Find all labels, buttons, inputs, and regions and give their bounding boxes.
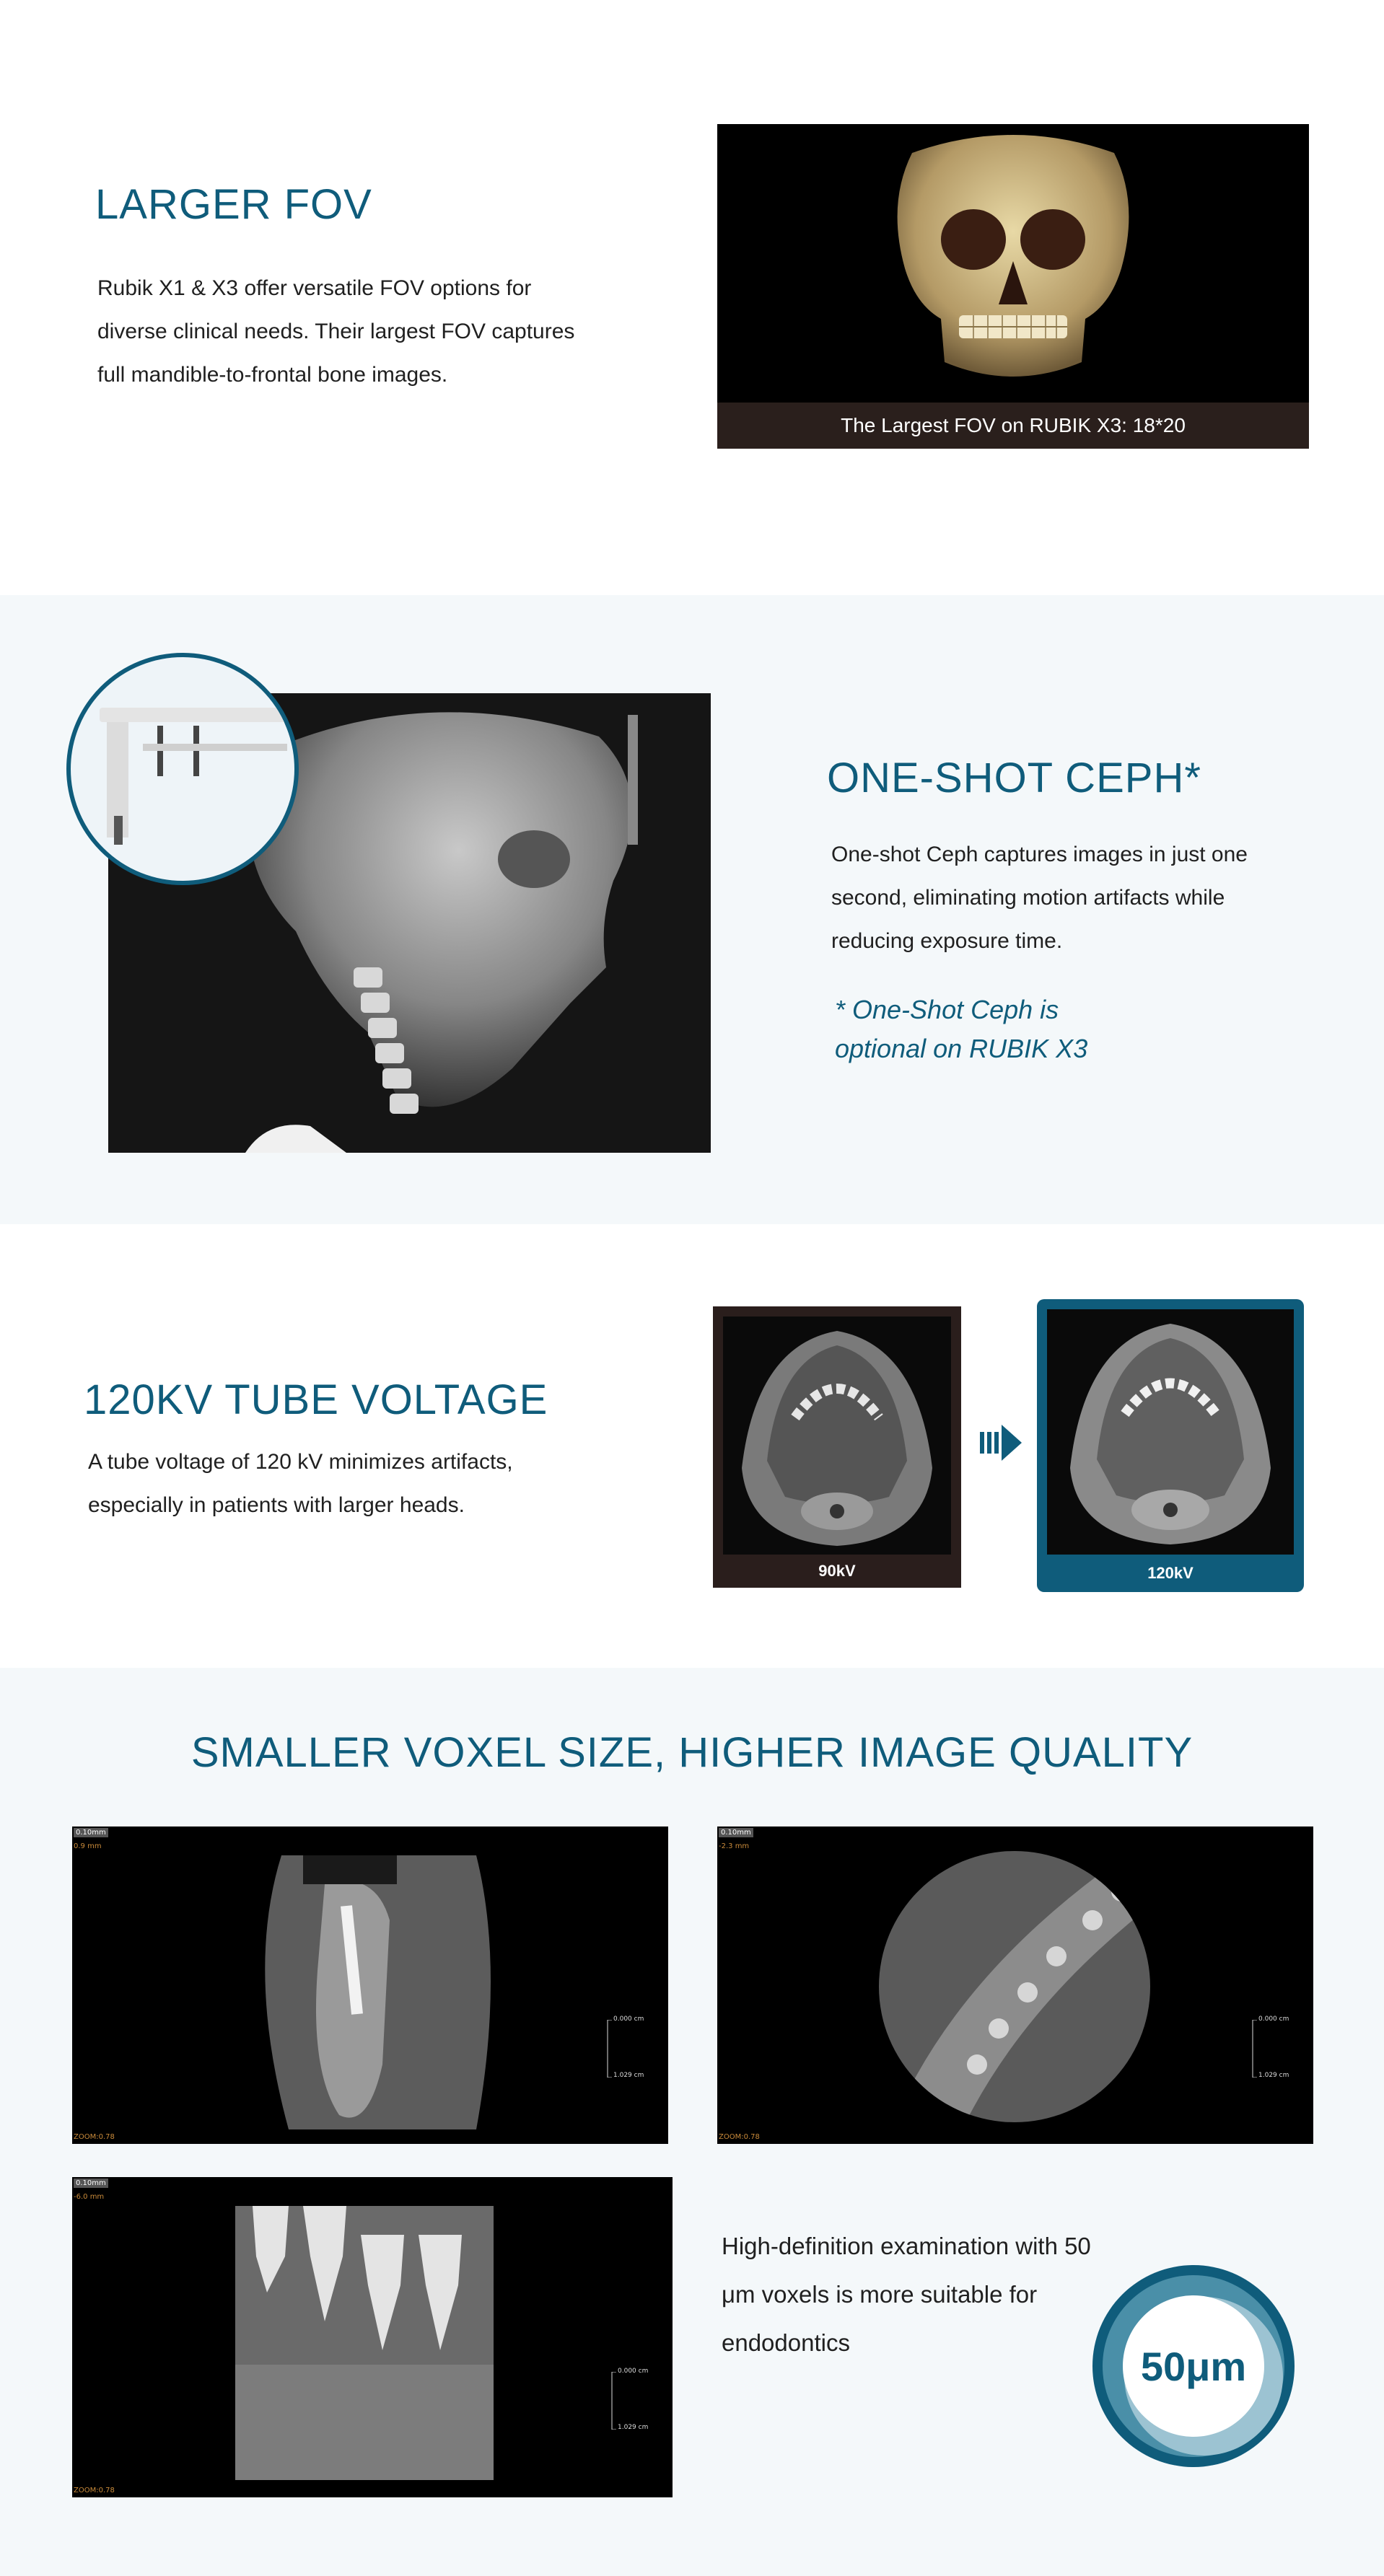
scale-ruler [610, 2368, 654, 2431]
label-90kv: 90kV [818, 1562, 856, 1580]
label-120kv: 120kV [1147, 1564, 1194, 1582]
ceph-device-icon [71, 657, 294, 881]
ruler-icon [1251, 2020, 1258, 2078]
ct-image-120kv [1037, 1299, 1304, 1592]
scale-top: 0.000 cm [618, 2368, 649, 2375]
ceph-note: * One-Shot Ceph is optional on RUBIK X3 [835, 995, 1088, 1063]
ceph-description: One-shot Ceph captures images in just one second, eliminating motion artifacts while reducing exposure time. [831, 843, 1248, 953]
fov-image-caption: The Largest FOV on RUBIK X3: 18*20 [717, 403, 1309, 449]
voltage-title: 120KV TUBE VOLTAGE [84, 1376, 548, 1423]
fov-description: Rubik X1 & X3 offer versatile FOV options for diverse clinical needs. Their largest FOV captures full mandible-to-frontal bone images. [97, 276, 575, 387]
ruler-icon [606, 2020, 613, 2078]
scale-top: 0.000 cm [613, 2015, 644, 2023]
fov-title: LARGER FOV [95, 181, 372, 228]
depth-tag: -6.0 mm [74, 2193, 105, 2201]
voxel-scan-2 [717, 1827, 1313, 2144]
depth-tag: 0.9 mm [74, 1842, 102, 1850]
voxel-scan-3 [72, 2177, 673, 2497]
ceph-title: ONE-SHOT CEPH* [827, 755, 1201, 801]
voltage-description: A tube voltage of 120 kV minimizes artifacts, especially in patients with larger heads. [88, 1450, 513, 1517]
skull-3d-image [717, 124, 1309, 449]
zoom-tag: ZOOM:0.78 [74, 2133, 115, 2141]
section-larger-fov [0, 0, 1384, 595]
scale-top: 0.000 cm [1258, 2015, 1289, 2023]
arrow-right-icon [980, 1425, 1022, 1461]
voxel-badge-label: 50μm [1123, 2295, 1264, 2437]
zoom-tag: ZOOM:0.78 [74, 2487, 115, 2494]
voxel-title: SMALLER VOXEL SIZE, HIGHER IMAGE QUALITY [190, 1729, 1194, 1776]
ct-scan-90kv [723, 1316, 951, 1555]
axial-dental-arch-scan [717, 1827, 1313, 2144]
ct-scan-120kv [1047, 1309, 1294, 1555]
section-one-shot-ceph [0, 595, 1384, 1224]
voxel-description: High-definition examination with 50 μm voxels is more suitable for endodontics [722, 2233, 1091, 2356]
voxel-badge [1092, 2265, 1295, 2467]
scale-ruler [1251, 2015, 1295, 2079]
scale-bottom: 1.029 cm [618, 2424, 649, 2431]
axial-jaw-scan-icon [1047, 1309, 1294, 1555]
voxel-tag: 0.10mm [74, 1828, 108, 1837]
panoramic-molar-scan [72, 2177, 673, 2497]
scale-bottom: 1.029 cm [613, 2072, 644, 2079]
ceph-device-inset [66, 653, 299, 885]
scale-ruler [606, 2015, 649, 2079]
axial-jaw-scan-icon [723, 1316, 951, 1555]
voxel-tag: 0.10mm [74, 2179, 108, 2188]
scale-bottom: 1.029 cm [1258, 2072, 1289, 2079]
ct-image-90kv [713, 1306, 961, 1588]
depth-tag: -2.3 mm [719, 1842, 750, 1850]
voxel-scan-1 [72, 1827, 668, 2144]
zoom-tag: ZOOM:0.78 [719, 2133, 760, 2141]
skull-illustration [717, 124, 1309, 403]
sagittal-tooth-scan [72, 1827, 668, 2144]
voxel-tag: 0.10mm [719, 1828, 753, 1837]
ruler-icon [610, 2372, 618, 2430]
section-voxel-size [0, 1668, 1384, 2576]
section-tube-voltage [0, 1224, 1384, 1668]
